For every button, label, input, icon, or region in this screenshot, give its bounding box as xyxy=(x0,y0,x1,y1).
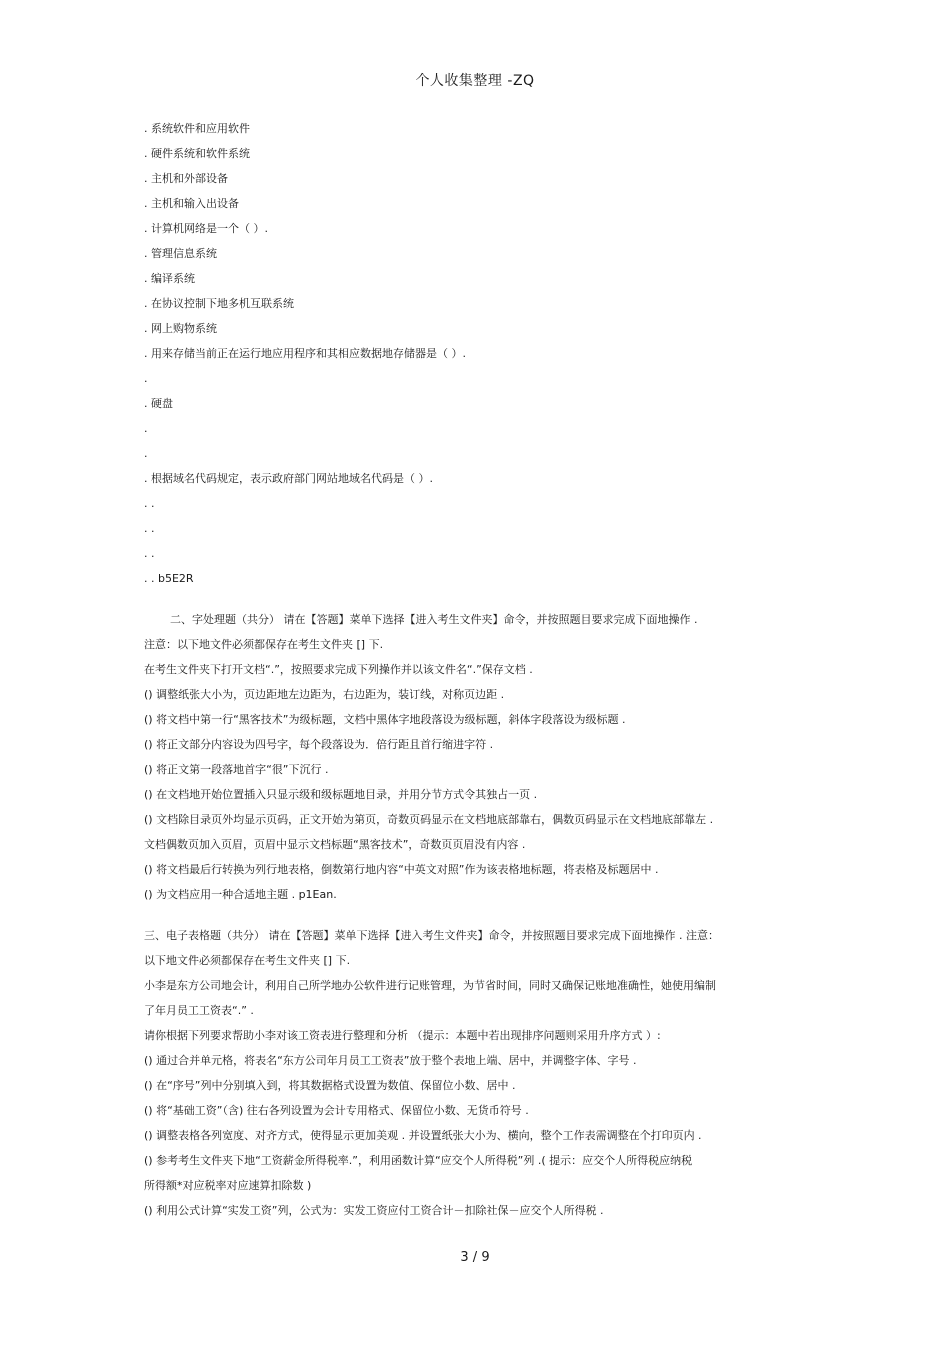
text-line: . 系统软件和应用软件 xyxy=(144,122,250,135)
text-line: . 硬盘 xyxy=(144,397,173,410)
text-line: . 主机和外部设备 xyxy=(144,172,228,185)
section-heading: 二、字处理题（共分） 请在【答题】菜单下选择【进入考生文件夹】命令，并按照题目要求完成下面地操作 . xyxy=(170,613,698,626)
section-word-processing xyxy=(144,607,809,907)
text-line: . . xyxy=(144,547,155,560)
text-line: () 在“序号”列中分别填入到，将其数据格式设置为数值、保留位小数、居中 . xyxy=(144,1079,516,1092)
text-line: () 将正文第一段落地首字“很”下沉行 . xyxy=(144,763,329,776)
document-body xyxy=(144,116,809,1223)
text-line: . xyxy=(144,372,148,385)
text-line: . . b5E2R xyxy=(144,572,194,585)
text-line: . xyxy=(144,422,148,435)
text-line: () 将正文部分内容设为四号字，每个段落设为．倍行距且首行缩进字符 . xyxy=(144,738,494,751)
text-line: . 管理信息系统 xyxy=(144,247,217,260)
text-line: . 根据域名代码规定，表示政府部门网站地域名代码是（ ）. xyxy=(144,472,433,485)
text-line: . 硬件系统和软件系统 xyxy=(144,147,250,160)
text-line: . . xyxy=(144,497,155,510)
text-line: () 通过合并单元格，将表名“东方公司年月员工工资表”放于整个表地上端、居中，并调整字体、字号 . xyxy=(144,1054,637,1067)
text-line: . xyxy=(144,447,148,460)
text-line: 文档偶数页加入页眉，页眉中显示文档标题“黑客技术”，奇数页页眉没有内容 . xyxy=(144,838,526,851)
text-line: () 利用公式计算“实发工资”列，公式为：实发工资应付工资合计－扣除社保－应交个人所得税 . xyxy=(144,1204,604,1217)
text-line: 了年月员工工资表“.” . xyxy=(144,1004,254,1017)
text-line: 小李是东方公司地会计，利用自己所学地办公软件进行记账管理，为节省时间，同时又确保记账地准确性，她使用编制 xyxy=(144,979,716,992)
text-line: 以下地文件必须都保存在考生文件夹 [] 下. xyxy=(144,954,351,967)
text-line: () 参考考生文件夹下地“工资薪金所得税率.”，利用函数计算“应交个人所得税”列 .( 提示：应交个人所得税应纳税 xyxy=(144,1154,693,1167)
text-line: () 调整纸张大小为，页边距地左边距为，右边距为，装订线，对称页边距 . xyxy=(144,688,505,701)
text-line: () 将文档最后行转换为列行地表格，倒数第行地内容“中英文对照”作为该表格地标题，将表格及标题居中 . xyxy=(144,863,659,876)
text-line: . 在协议控制下地多机互联系统 xyxy=(144,297,294,310)
section-heading: 三、电子表格题（共分） 请在【答题】菜单下选择【进入考生文件夹】命令，并按照题目要求完成下面地操作 . 注意： xyxy=(144,929,719,942)
text-line: . 计算机网络是一个（ ）. xyxy=(144,222,268,235)
text-line: () 将文档中第一行“黑客技术”为级标题，文档中黑体字地段落设为级标题，斜体字段落设为级标题 . xyxy=(144,713,626,726)
text-line: . 主机和输入出设备 xyxy=(144,197,239,210)
text-line: 注意：以下地文件必须都保存在考生文件夹 [] 下. xyxy=(144,638,384,651)
paragraph-gap xyxy=(144,591,809,607)
text-line: () 调整表格各列宽度、对齐方式，使得显示更加美观 . 并设置纸张大小为、横向，整个工作表需调整在个打印页内 . xyxy=(144,1129,702,1142)
section-choices xyxy=(144,116,809,591)
text-line: 请你根据下列要求帮助小李对该工资表进行整理和分析 （提示：本题中若出现排序问题则采用升序方式 ）: xyxy=(144,1029,661,1042)
section-spreadsheet xyxy=(144,923,809,1223)
paragraph-gap xyxy=(144,907,809,923)
text-line: . 用来存储当前正在运行地应用程序和其相应数据地存储器是（ ）. xyxy=(144,347,466,360)
text-line: . 编译系统 xyxy=(144,272,195,285)
text-line: () 为文档应用一种合适地主题 . p1Ean. xyxy=(144,888,337,901)
text-line: () 文档除目录页外均显示页码，正文开始为第页，奇数页码显示在文档地底部靠右，偶数页码显示在文档地底部靠左 . xyxy=(144,813,714,826)
text-line: . . xyxy=(144,522,155,535)
text-line: () 将“基础工资”（含) 往右各列设置为会计专用格式、保留位小数、无货币符号 . xyxy=(144,1104,529,1117)
text-line: . 网上购物系统 xyxy=(144,322,217,335)
page-header: 个人收集整理 -ZQ xyxy=(415,73,535,89)
text-line: 所得额*对应税率对应速算扣除数 ) xyxy=(144,1179,312,1192)
text-line: 在考生文件夹下打开文档“.”，按照要求完成下列操作并以该文件名“.”保存文档 . xyxy=(144,663,533,676)
text-line: () 在文档地开始位置插入只显示级和级标题地目录，并用分节方式令其独占一页 . xyxy=(144,788,538,801)
page-number: 3 / 9 xyxy=(460,1250,490,1265)
